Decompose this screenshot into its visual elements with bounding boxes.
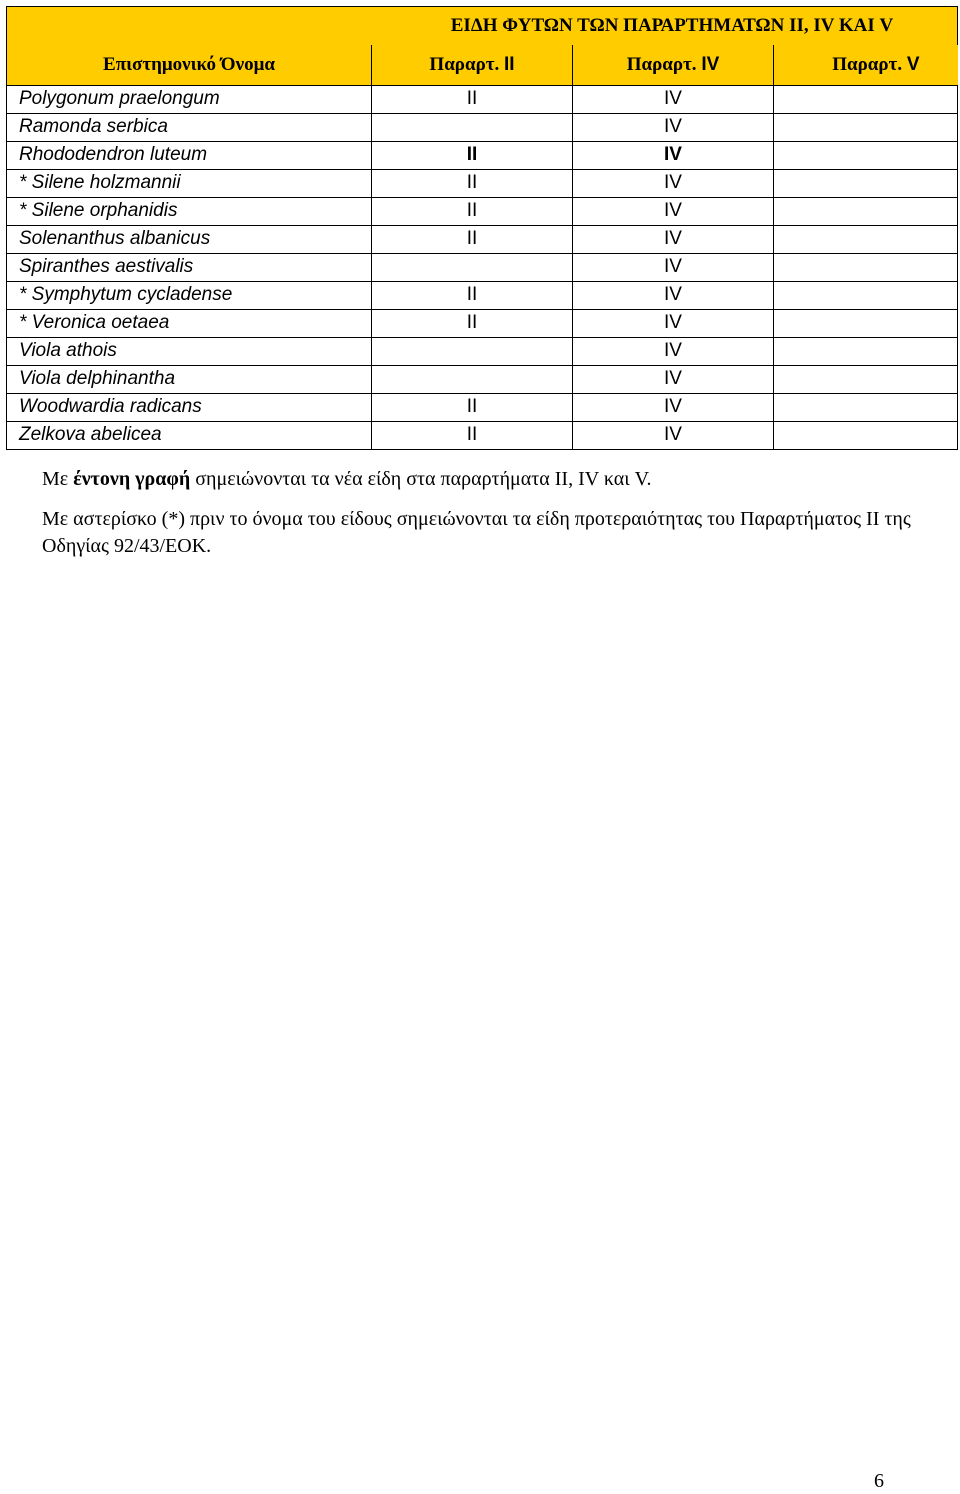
species-name: Rhododendron luteum [7, 141, 372, 169]
header-annex-ii [372, 45, 573, 86]
annex-v-cell [774, 309, 958, 337]
annex-iv-cell: IV [573, 253, 774, 281]
header-label: Παραρτ. [429, 53, 505, 75]
species-name: Woodwardia radicans [7, 393, 372, 421]
annex-v-cell [774, 85, 958, 113]
species-table [6, 6, 958, 450]
annex-ii-cell [372, 253, 573, 281]
annex-v-cell [774, 169, 958, 197]
annex-ii-cell: II [372, 309, 573, 337]
species-name: Zelkova abelicea [7, 421, 372, 449]
species-name: Spiranthes aestivalis [7, 253, 372, 281]
header-label: Επιστημονικό Όνομα [103, 53, 275, 75]
page-number: 6 [874, 1470, 884, 1492]
species-name: * Symphytum cycladense [7, 281, 372, 309]
species-name: Viola athois [7, 337, 372, 365]
annex-ii-cell: II [372, 169, 573, 197]
species-name: Polygonum praelongum [7, 85, 372, 113]
notes [42, 466, 922, 560]
annex-ii-cell: II [372, 197, 573, 225]
note-bold-meaning [42, 466, 922, 493]
annex-iv-cell: IV [573, 225, 774, 253]
species-name: * Silene holzmannii [7, 169, 372, 197]
annex-iv-cell: IV [573, 337, 774, 365]
annex-v-cell [774, 113, 958, 141]
table-row [7, 365, 958, 393]
table-row [7, 141, 958, 169]
annex-ii-cell [372, 337, 573, 365]
annex-iv-cell: IV [573, 85, 774, 113]
table-title-row [7, 7, 958, 45]
table-header-row [7, 45, 958, 86]
species-name: Ramonda serbica [7, 113, 372, 141]
table-row [7, 113, 958, 141]
annex-v-cell [774, 337, 958, 365]
annex-v-cell [774, 197, 958, 225]
table-title: ΕΙΔΗ ΦΥΤΩΝ ΤΩΝ ΠΑΡΑΡΤΗΜΑΤΩΝ ΙΙ, ΙV ΚΑΙ V [7, 7, 958, 45]
annex-ii-cell: II [372, 281, 573, 309]
annex-v-cell [774, 365, 958, 393]
annex-ii-cell [372, 365, 573, 393]
note-text: Με [42, 468, 74, 490]
annex-ii-cell: II [372, 421, 573, 449]
annex-v-cell [774, 225, 958, 253]
header-annex-v [774, 45, 958, 86]
annex-iv-cell: IV [573, 169, 774, 197]
annex-v-cell [774, 281, 958, 309]
table-row [7, 337, 958, 365]
annex-v-cell [774, 393, 958, 421]
annex-ii-cell [372, 113, 573, 141]
annex-ii-cell: II [372, 85, 573, 113]
header-number: II [504, 53, 515, 75]
annex-iv-cell: IV [573, 421, 774, 449]
table-row [7, 281, 958, 309]
table-row [7, 309, 958, 337]
annex-iv-cell: IV [573, 141, 774, 169]
table-row [7, 421, 958, 449]
annex-ii-cell: II [372, 393, 573, 421]
annex-v-cell [774, 253, 958, 281]
species-name: * Silene orphanidis [7, 197, 372, 225]
header-number: IV [701, 53, 720, 75]
header-label: Παραρτ. [626, 53, 702, 75]
annex-ii-cell: II [372, 225, 573, 253]
species-name: Viola delphinantha [7, 365, 372, 393]
table-row [7, 253, 958, 281]
table-row [7, 393, 958, 421]
note-bold-text: έντονη γραφή [73, 468, 191, 490]
annex-v-cell [774, 421, 958, 449]
table-row [7, 169, 958, 197]
table-row [7, 197, 958, 225]
header-scientific-name [7, 45, 372, 86]
annex-iv-cell: IV [573, 281, 774, 309]
header-label: Παραρτ. [832, 53, 907, 75]
note-asterisk-meaning: Με αστερίσκο (*) πριν το όνομα του είδους σημειώνονται τα είδη προτεραιότητας του Παραρτήματος ΙΙ της Οδηγίας 92/43/ΕΟΚ. [42, 508, 911, 557]
note-text: σημειώνονται τα νέα είδη στα παραρτήματα ΙΙ, ΙV και V. [190, 468, 652, 490]
annex-iv-cell: IV [573, 309, 774, 337]
table-row [7, 85, 958, 113]
species-name: * Veronica oetaea [7, 309, 372, 337]
table-row [7, 225, 958, 253]
annex-iv-cell: IV [573, 365, 774, 393]
annex-iv-cell: IV [573, 197, 774, 225]
species-name: Solenanthus albanicus [7, 225, 372, 253]
header-annex-iv [573, 45, 774, 86]
annex-iv-cell: IV [573, 393, 774, 421]
annex-v-cell [774, 141, 958, 169]
table-body [7, 85, 958, 449]
header-number: V [906, 53, 920, 75]
annex-ii-cell: II [372, 141, 573, 169]
annex-iv-cell: IV [573, 113, 774, 141]
